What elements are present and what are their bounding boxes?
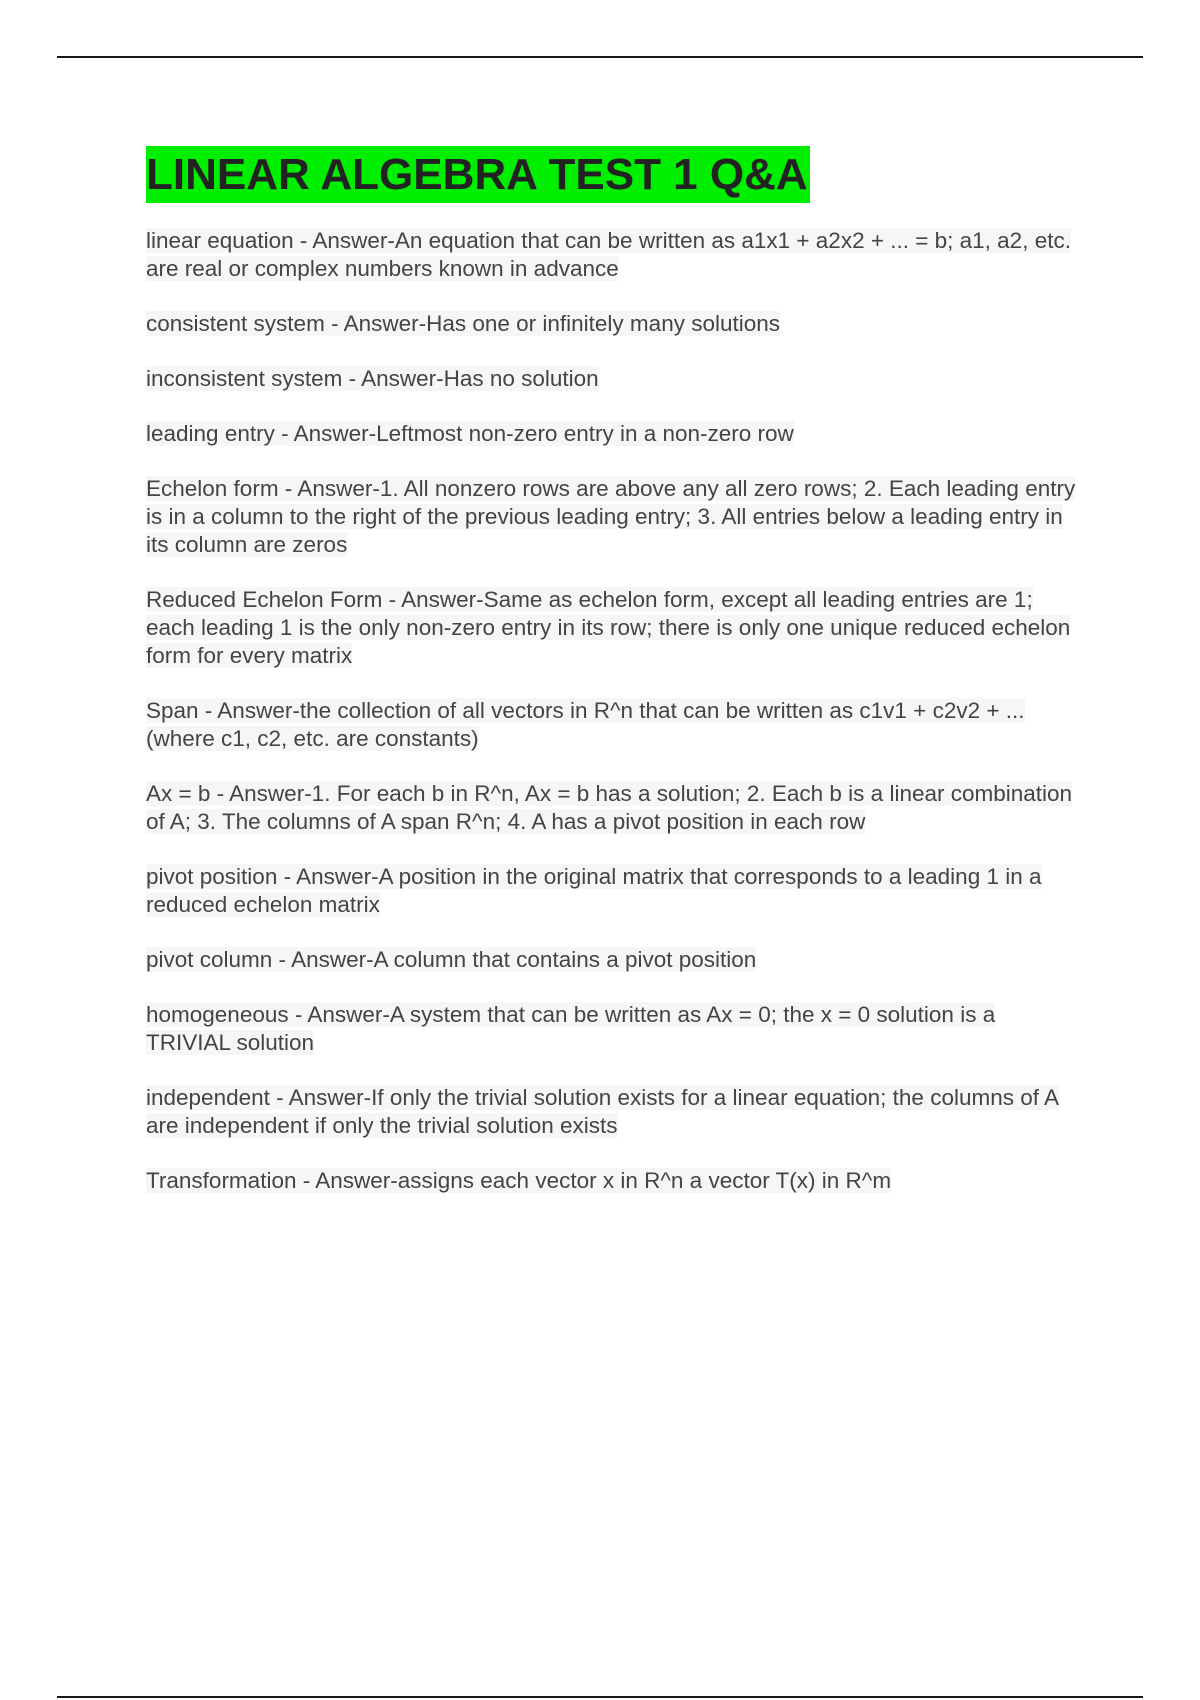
qa-item-transformation <box>146 1167 1086 1195</box>
qa-text: Span - Answer-the collection of all vectors in R^n that can be written as c1v1 + c2v2 + ... (where c1, c2, etc. are constants) <box>146 698 1025 751</box>
qa-text: independent - Answer-If only the trivial solution exists for a linear equation; the columns of A are independent if only the trivial solution exists <box>146 1085 1060 1138</box>
qa-item-span <box>146 697 1086 753</box>
qa-text: consistent system - Answer-Has one or infinitely many solutions <box>146 311 781 336</box>
qa-text: Echelon form - Answer-1. All nonzero rows are above any all zero rows; 2. Each leading entry is in a column to the right of the previous leading entry; 3. All entries below a leading entry in its column are zeros <box>146 476 1076 557</box>
qa-text: Ax = b - Answer-1. For each b in R^n, Ax = b has a solution; 2. Each b is a linear combination of A; 3. The columns of A span R^n; 4. A has a pivot position in each row <box>146 781 1073 834</box>
qa-item-consistent-system <box>146 310 1086 338</box>
qa-item-echelon-form <box>146 475 1086 559</box>
qa-item-leading-entry <box>146 420 1086 448</box>
page-title: LINEAR ALGEBRA TEST 1 Q&A <box>146 146 810 203</box>
qa-text: inconsistent system - Answer-Has no solution <box>146 366 599 391</box>
bottom-rule <box>57 1696 1143 1698</box>
top-rule <box>57 56 1143 58</box>
qa-item-homogeneous <box>146 1001 1086 1057</box>
qa-item-ax-equals-b <box>146 780 1086 836</box>
title-block <box>146 146 1086 203</box>
qa-text: Transformation - Answer-assigns each vector x in R^n a vector T(x) in R^m <box>146 1168 892 1193</box>
document-body <box>146 146 1086 1222</box>
qa-text: linear equation - Answer-An equation that can be written as a1x1 + a2x2 + ... = b; a1, a2, etc. are real or complex numbers known in advance <box>146 228 1071 281</box>
qa-item-reduced-echelon-form <box>146 586 1086 670</box>
qa-text: pivot position - Answer-A position in the original matrix that corresponds to a leading 1 in a reduced echelon matrix <box>146 864 1042 917</box>
qa-item-linear-equation <box>146 227 1086 283</box>
qa-item-independent <box>146 1084 1086 1140</box>
qa-text: leading entry - Answer-Leftmost non-zero entry in a non-zero row <box>146 421 794 446</box>
qa-item-pivot-column <box>146 946 1086 974</box>
qa-text: Reduced Echelon Form - Answer-Same as echelon form, except all leading entries are 1; each leading 1 is the only non-zero entry in its row; there is only one unique reduced echelon form for every matrix <box>146 587 1071 668</box>
qa-text: homogeneous - Answer-A system that can be written as Ax = 0; the x = 0 solution is a TRIVIAL solution <box>146 1002 996 1055</box>
qa-text: pivot column - Answer-A column that contains a pivot position <box>146 947 757 972</box>
qa-item-pivot-position <box>146 863 1086 919</box>
qa-item-inconsistent-system <box>146 365 1086 393</box>
